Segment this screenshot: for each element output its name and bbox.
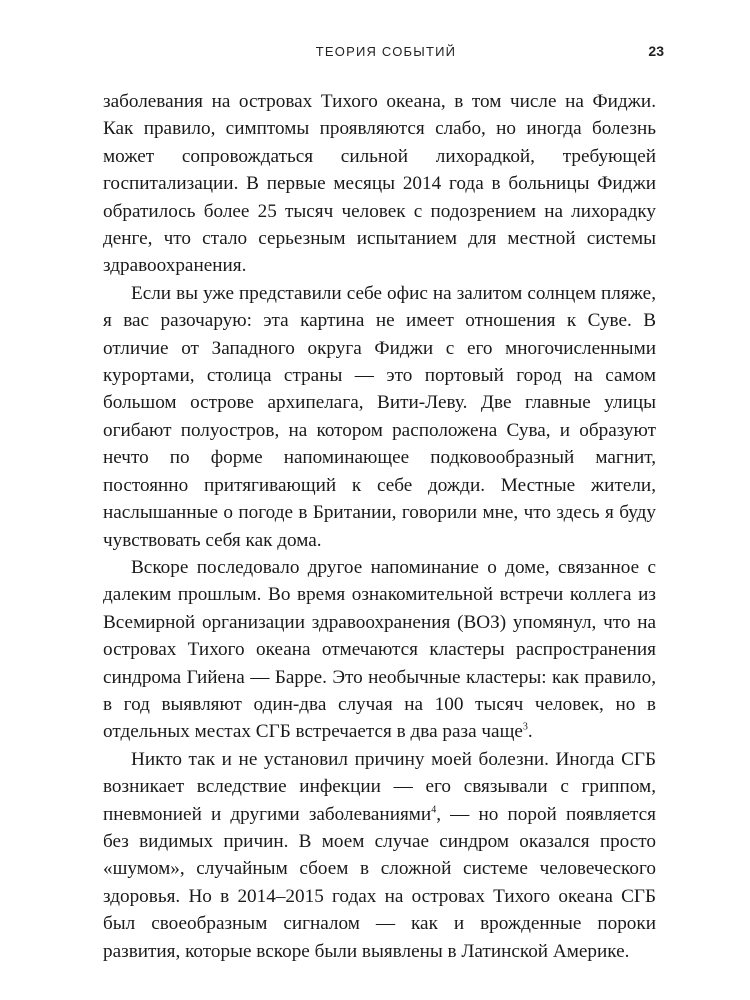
body-text xyxy=(103,88,656,965)
footnote-marker-3: 3 xyxy=(522,721,528,733)
running-header xyxy=(108,44,664,64)
paragraph-3: Вскоре последовало другое напоминание о доме, связанное с далеким прошлым. Во время ознакомительной встречи коллега из Всемирной организации здравоохранения (ВОЗ) упомянул, что на островах Тихого океана отмечаются кластеры распространения синдрома Гийена — Барре. Это необычные кластеры: как правило, в год выявляют один-два случая на 100 тысяч человек, но в отдельных местах СГБ встречается в два раза чаще$^3$. xyxy=(103,556,656,743)
page-number: 23 xyxy=(648,43,664,59)
paragraph-4-text-before: Никто так и не установил причину моей болезни. Иногда СГБ возникает вследствие инфекции — его связывали с гриппом, пневмонией и другими заболеваниями xyxy=(103,748,656,825)
paragraph-4-text-after: , — но порой появляется без видимых причин. В моем случае синдром оказался просто «шумом», случайным сбоем в сложной системе человеческого здоровья. Но в 2014–2015 годах на островах Тихого океана СГБ был своеобразным сигналом — как и врожденные пороки развития, которые вскоре были выявлены в Латинской Америке. xyxy=(103,803,656,962)
paragraph-3-text: Вскоре последовало другое напоминание о доме, связанное с далеким прошлым. Во время ознакомительной встречи коллега из Всемирной организации здравоохранения (ВОЗ) упомянул, что на островах Тихого океана отмечаются кластеры распространения синдрома Гийена — Барре. Это необычные кластеры: как правило, в год выявляют один-два случая на 100 тысяч человек, но в отдельных местах СГБ встречается в два раза чаще xyxy=(103,556,656,743)
paragraph-4 xyxy=(103,746,656,965)
paragraph-1-text: заболевания на островах Тихого океана, в том числе на Фиджи. Как правило, симптомы проявляются слабо, но иногда болезнь может сопровождаться сильной лихорадкой, требующей госпитализации. В первые месяцы 2014 года в больницы Фиджи обратилось более 25 тысяч человек с подозрением на лихорадку денге, что стало серьезным испытанием для местной системы здравоохранения. xyxy=(103,91,656,277)
paragraph-2-text: Если вы уже представили себе офис на залитом солнцем пляже, я вас разочарую: эта картина не имеет отношения к Суве. В отличие от Западного округа Фиджи с его многочисленными курортами, столица страны — это портовый город на самом большом острове архипелага, Вити-Леву. Две главные улицы огибают полуостров, на котором расположена Сува, и образуют нечто по форме напоминающее подковообразный магнит, постоянно притягивающий к себе дожди. Местные жители, наслышанные о погоде в Британии, говорили мне, что здесь я буду чувствовать себя как дома. xyxy=(103,282,656,551)
running-title: ТЕОРИЯ СОБЫТИЙ xyxy=(315,44,457,59)
paragraph-2 xyxy=(103,280,656,554)
paragraph-1 xyxy=(103,88,656,280)
footnote-marker-4: 4 xyxy=(431,804,437,816)
